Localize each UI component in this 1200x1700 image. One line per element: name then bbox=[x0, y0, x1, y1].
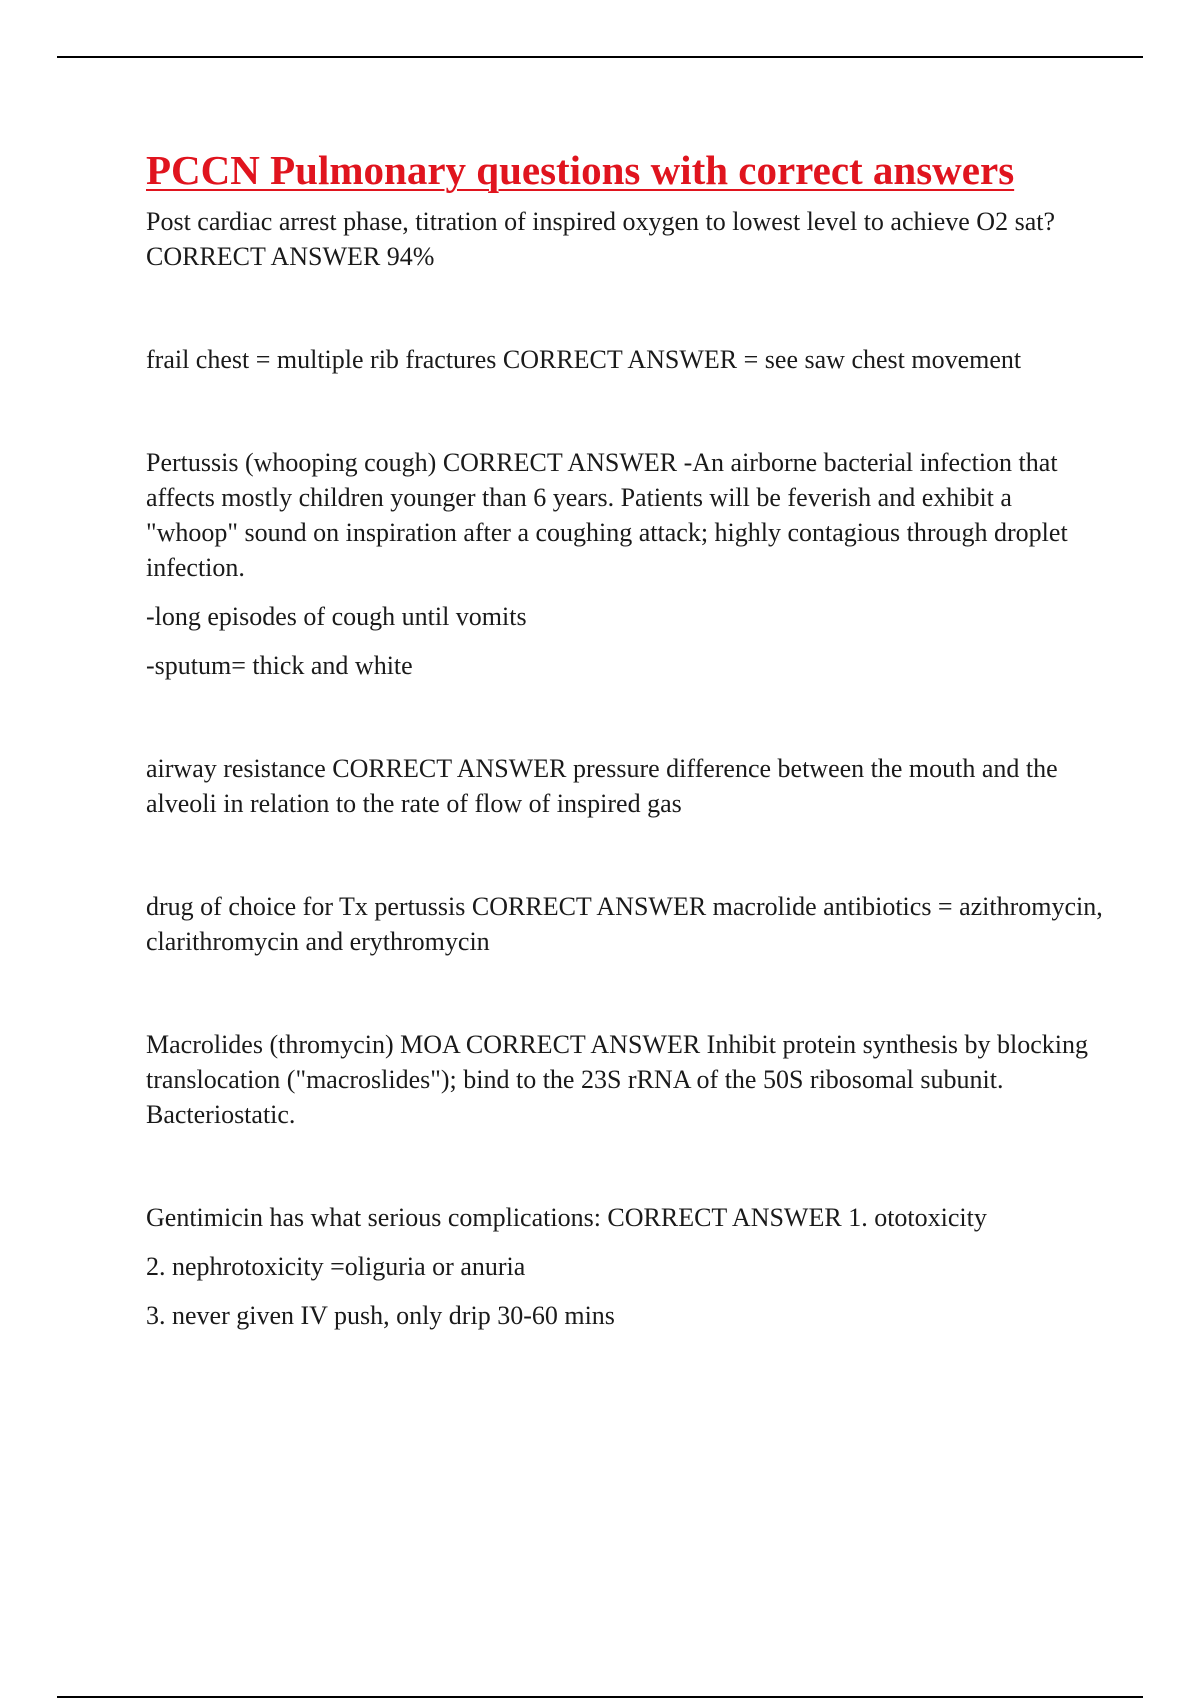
qa-entry bbox=[146, 445, 1106, 683]
header-rule bbox=[57, 56, 1143, 58]
entry-paragraph: Post cardiac arrest phase, titration of inspired oxygen to lowest level to achieve O2 sat? CORRECT ANSWER 94% bbox=[146, 207, 1055, 271]
entry-paragraph: airway resistance CORRECT ANSWER pressure difference between the mouth and the alveoli in relation to the rate of flow of inspired gas bbox=[146, 754, 1058, 818]
entry-paragraph: Gentimicin has what serious complications: CORRECT ANSWER 1. ototoxicity bbox=[146, 1203, 987, 1232]
document-body bbox=[146, 142, 1106, 1333]
qa-entry bbox=[146, 889, 1106, 959]
entry-paragraph: 3. never given IV push, only drip 30-60 mins bbox=[146, 1301, 615, 1330]
qa-entry bbox=[146, 751, 1106, 821]
entry-paragraph: -long episodes of cough until vomits bbox=[146, 602, 527, 631]
entry-paragraph: Macrolides (thromycin) MOA CORRECT ANSWER Inhibit protein synthesis by blocking translocation ("macroslides"); bind to the 23S rRNA of the 50S ribosomal subunit. Bacteriostatic. bbox=[146, 1030, 1088, 1129]
document-title: PCCN Pulmonary questions with correct answers bbox=[146, 147, 1015, 193]
entry-paragraph: -sputum= thick and white bbox=[146, 651, 413, 680]
qa-entry bbox=[146, 1200, 1106, 1333]
entry-paragraph: 2. nephrotoxicity =oliguria or anuria bbox=[146, 1252, 526, 1281]
entry-paragraph: frail chest = multiple rib fractures CORRECT ANSWER = see saw chest movement bbox=[146, 345, 1022, 374]
footer-rule bbox=[57, 1696, 1143, 1698]
qa-entry bbox=[146, 342, 1106, 377]
entry-paragraph: drug of choice for Tx pertussis CORRECT ANSWER macrolide antibiotics = azithromycin, clarithromycin and erythromycin bbox=[146, 892, 1103, 956]
qa-entry bbox=[146, 1027, 1106, 1132]
qa-entry bbox=[146, 204, 1106, 274]
entry-paragraph: Pertussis (whooping cough) CORRECT ANSWER -An airborne bacterial infection that affects mostly children younger than 6 years. Patients will be feverish and exhibit a "whoop" sound on inspiration after a coughing attack; highly contagious through droplet infection. bbox=[146, 448, 1068, 582]
